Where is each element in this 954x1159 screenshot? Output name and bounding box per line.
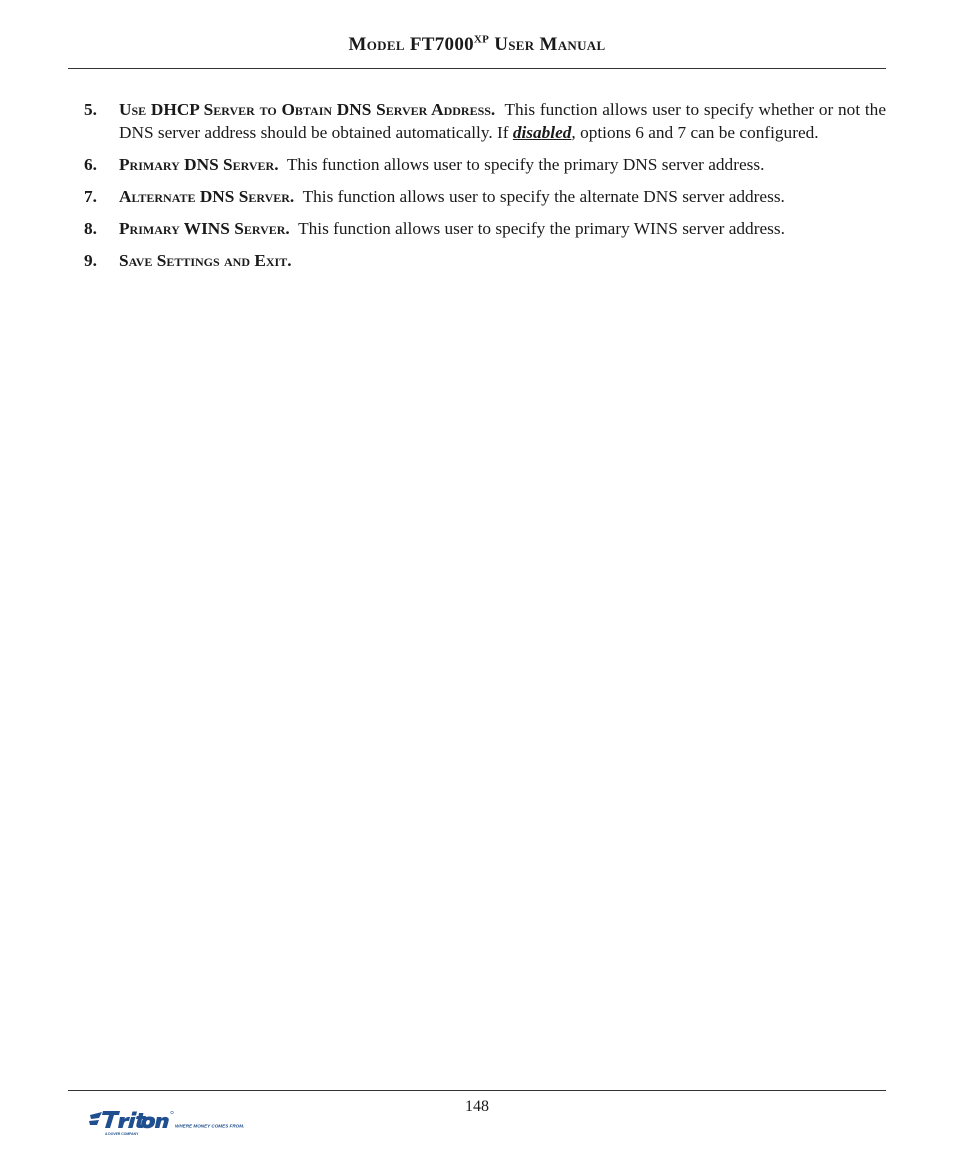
item-text: This function allows user to specify whether or not the DNS server address should be obtained automatically. If — [119, 100, 886, 142]
item-body — [119, 186, 886, 209]
item-title: Primary WINS Server. — [119, 218, 290, 238]
page-header — [68, 34, 886, 56]
item-text: This function allows user to specify the primary DNS server address. — [286, 154, 765, 174]
item-number: 6. — [84, 154, 97, 174]
header-divider — [68, 68, 886, 69]
triton-logo-tagline: WHERE MONEY COMES FROM. — [175, 1123, 245, 1129]
item-number: 7. — [84, 186, 97, 206]
item-title: Alternate DNS Server. — [119, 186, 295, 206]
item-number: 8. — [84, 218, 97, 238]
item-title: Use DHCP Server to Obtain DNS Server Address. — [119, 100, 496, 119]
list-item-8 — [84, 218, 886, 241]
item-body — [119, 99, 886, 144]
list-item-5 — [84, 99, 886, 144]
page-number: 148 — [465, 1098, 489, 1115]
instruction-list — [84, 99, 886, 282]
item-body — [119, 250, 886, 273]
triton-logo-wordmark — [102, 1111, 173, 1128]
header-title-pre: Model FT7000 — [348, 34, 474, 55]
footer-divider — [68, 1090, 886, 1091]
item-text: This function allows user to specify the alternate DNS server address. — [302, 186, 785, 206]
item-number: 5. — [84, 100, 97, 119]
header-title-sup: XP — [473, 33, 490, 46]
list-item-9 — [84, 250, 886, 273]
item-title: Save Settings and Exit. — [119, 250, 292, 270]
list-item-6 — [84, 154, 886, 177]
triton-logo-sub: A DOVER COMPANY — [105, 1132, 139, 1136]
header-title-post: User Manual — [494, 34, 606, 55]
emphasis-disabled: disabled — [512, 122, 572, 142]
triton-logo — [88, 1106, 258, 1140]
item-body — [119, 218, 886, 241]
item-text-cont: , options 6 and 7 can be configured. — [571, 122, 819, 142]
item-title: Primary DNS Server. — [119, 154, 279, 174]
item-number: 9. — [84, 250, 97, 270]
item-body — [119, 154, 886, 177]
triton-logo-mark-icon — [89, 1112, 102, 1125]
list-item-7 — [84, 186, 886, 209]
item-text: This function allows user to specify the primary WINS server address. — [298, 218, 785, 238]
